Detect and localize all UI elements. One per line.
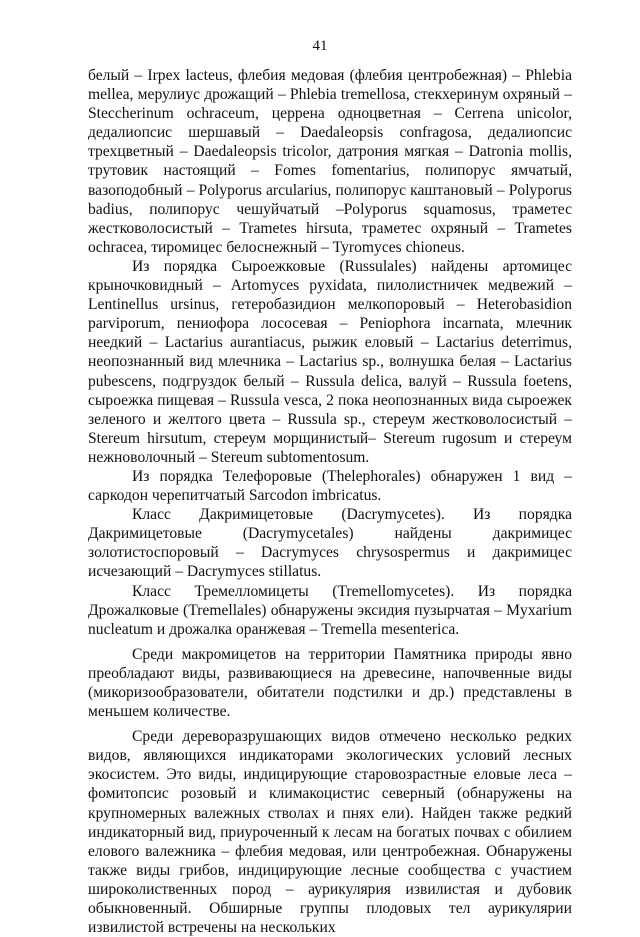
paragraph-tremellomycetes: Класс Тремелломицеты (Tremellomycetes). Из порядка Дрожалковые (Tremellales) обнаружены эксидия пузырчатая – Myxarium nucleatum и дрожалка оранжевая – Tremella mesenterica. (88, 582, 572, 638)
paragraph-russulales: Из порядка Сыроежковые (Russulales) найдены артомицес крыночковидный – Artomyces pyxidata, пилолистничек медвежий – Lentinellus ursinus, гетеробазидион мелкопоровый – Heterobasidion parviporum, пениофора лососевая – Peniophora incarnata, млечник неедкий – Lactarius aurantiacus, рыжик еловый – Lactarius deterrimus, неопознанный вид млечника – Lactarius sp., волнушка белая – Lactarius pubescens, подгруздок белый – Russula delica, валуй – Russula foetens, сыроежка пищевая – Russula vesca, 2 пока неопознанных вида сыроежек зеленого и желтого цвета – Russula sp., стереум жестковолосистый – Stereum hirsutum, стереум морщинистый– Stereum rugosum и стереум нежноволочный – Stereum subtomentosum. (88, 257, 572, 466)
paragraph-dacrymycetes: Класс Дакримицетовые (Dacrymycetes). Из порядка Дакримицетовые (Dacrymycetales) найдены дакримицес золотистоспоровый – Dacrymyces chrysospermus и дакримицес исчезающий – Dacrymyces stillatus. (88, 506, 572, 581)
paragraph-thelephorales: Из порядка Телефоровые (Thelephorales) обнаружен 1 вид – саркодон черепитчатый Sarcodon imbricatus. (88, 467, 572, 505)
body-text (88, 66, 572, 937)
page-number: 41 (312, 38, 328, 54)
paragraph-macromycetes-summary: Среди макромицетов на территории Памятника природы явно преобладают виды, развивающиеся на древесине, напочвенные виды (микоризообразователи, обитатели подстилки и др.) представлены в меньшем количестве. (88, 645, 572, 721)
paragraph-polypore-list: белый – Irpex lacteus, флебия медовая (флебия центробежная) – Phlebia mellea, мерулиус дрожащий – Phlebia tremellosa, стекхеринум охряный – Steccherinum ochraceum, церрена одноцветная – Cerrena unicolor, дедалиопсис шершавый – Daedaleopsis confragosa, дедалиопсис трехцветный – Daedaleopsis tricolor, датрония мягкая – Datronia mollis, трутовик настоящий – Fomes fomentarius, полипорус ямчатый, вазоподобный – Polyporus arcularius, полипорус каштановый – Polyporus badius, полипорус чешуйчатый –Polyporus squamosus, траметес жестковолосистый – Trametes hirsuta, траметес охряный – Trametes ochracea, тиромицес белоснежный – Tyromyces chioneus. (88, 67, 572, 256)
paragraph-indicator-species: Среди дереворазрушающих видов отмечено несколько редких видов, являющихся индикаторами экологических условий лесных экосистем. Это виды, индицирующие старовозрастные еловые леса – фомитопсис розовый и климакоцистис северный (обнаружены на крупномерных валежных стволах и пнях ели). Найден также редкий индикаторный вид, приуроченный к лесам на богатых почвах с обилием елового валежника – флебия медовая, или центробежная. Обнаружены также виды грибов, индицирующие лесные сообщества с участием широколиственных пород – аурикулярия извилистая и дубовик обыкновенный. Обширные группы плодовых тел аурикулярии извилистой встречены на нескольких (88, 728, 572, 937)
